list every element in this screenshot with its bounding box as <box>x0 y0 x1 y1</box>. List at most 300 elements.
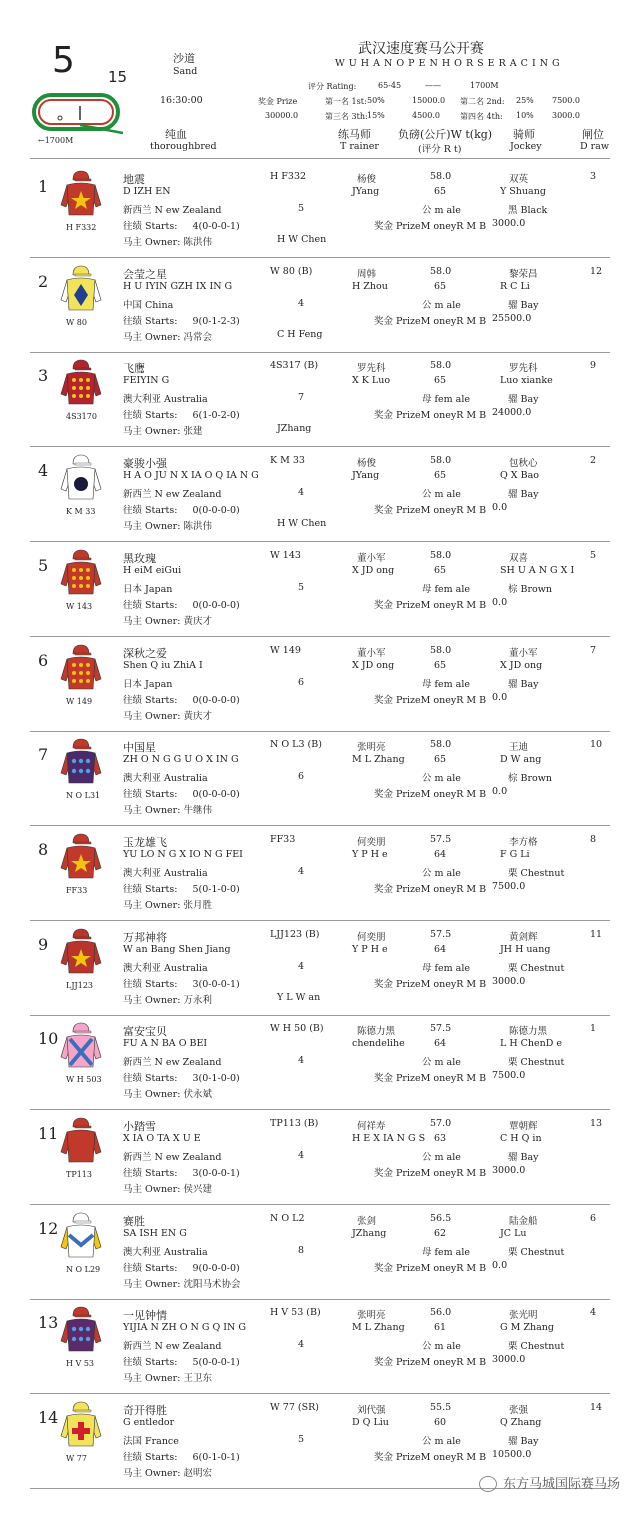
horse-number: 6 <box>38 650 49 670</box>
starts-label: 往绩 Starts: <box>123 1262 178 1274</box>
weight-rating: 65 <box>434 470 447 482</box>
horse-origin: 法国 France <box>123 1436 179 1448</box>
horse-number: 14 <box>38 1408 59 1428</box>
horse-number: 4 <box>38 461 49 481</box>
weight: 58.0 <box>430 644 452 656</box>
jockey-en: JC Lu <box>500 1227 527 1239</box>
horse-sex: 公 m ale <box>422 299 461 311</box>
silk-code: H F332 <box>66 223 97 232</box>
jockey-silk-icon <box>60 737 102 785</box>
starts-record: 0(0-0-0-0) <box>192 789 240 801</box>
runner-row[interactable] <box>0 1015 640 1110</box>
horse-rating: 4 <box>298 1339 305 1351</box>
horse-origin: 日本 Japan <box>123 678 173 690</box>
draw-number: 6 <box>590 1212 597 1224</box>
prize-label: 奖金 PrizeM oneyR M B <box>374 1262 487 1274</box>
horse-sex: 公 m ale <box>422 1436 461 1448</box>
trainer-en: Y P H e <box>352 848 388 860</box>
horse-origin: 日本 Japan <box>123 583 173 595</box>
second-amt: 7500.0 <box>552 96 580 105</box>
prize-label: 奖金 PrizeM oneyR M B <box>374 410 487 422</box>
horse-color: 栗 Chestnut <box>508 1246 565 1258</box>
runner-row[interactable] <box>0 352 640 447</box>
first-label: 第一名 1st: <box>325 97 367 106</box>
jockey-en: L H ChenD e <box>500 1038 563 1050</box>
runner-row[interactable] <box>0 447 640 542</box>
horse-number: 10 <box>38 1029 59 1049</box>
horse-origin: 澳大利亚 Australia <box>123 1246 208 1258</box>
silk-code: W 80 <box>66 317 87 327</box>
wechat-icon <box>479 1476 497 1492</box>
owner-label: 马主 Owner: <box>123 1373 181 1385</box>
rating-dash: —— <box>425 81 441 90</box>
silk-code: H V 53 <box>66 1359 95 1369</box>
header-divider <box>30 158 610 159</box>
weight: 56.5 <box>430 1212 452 1224</box>
jockey-silk-icon <box>60 1400 102 1448</box>
jockey-en: Q X Bao <box>500 470 539 482</box>
jockey-en: R C Li <box>500 280 530 292</box>
trainer-en: chendelihe <box>352 1038 405 1050</box>
horse-origin: 中国 China <box>123 299 174 311</box>
horse-name-en: W an Bang Shen Jiang <box>123 943 231 955</box>
surface-en: Sand <box>173 66 198 77</box>
starts-label: 往绩 Starts: <box>123 1168 178 1179</box>
prize-money: 3000.0 <box>492 1354 526 1366</box>
prize-label: 奖金 PrizeM oneyR M B <box>374 599 487 611</box>
col-weight-en: (评分 R t) <box>418 144 462 155</box>
owner-label: 马主 Owner: <box>123 1184 181 1195</box>
draw-number: 3 <box>590 171 597 182</box>
starts-label: 往绩 Starts: <box>123 1452 178 1464</box>
horse-color: 栗 Chestnut <box>508 962 565 974</box>
silk-code: N O L29 <box>66 1264 101 1274</box>
weight-rating: 64 <box>434 943 447 955</box>
horse-sex: 公 m ale <box>422 1341 461 1353</box>
jockey-cn: 陈德力黑 <box>509 1026 548 1038</box>
jockey-en: D W ang <box>500 754 542 766</box>
trainer-en: H E X IA N G S <box>352 1133 426 1144</box>
starts-record: 5(0-0-0-1) <box>192 1357 240 1369</box>
jockey-silk-icon <box>60 927 102 975</box>
owner-name-en: H W Chen <box>277 518 327 530</box>
race-title-en: W U H A N O P E N H O R S E R A C I N G <box>335 58 561 69</box>
weight: 58.0 <box>430 739 452 751</box>
horse-name-cn: 奇开得胜 <box>123 1404 167 1418</box>
jockey-silk-icon <box>60 453 102 501</box>
draw-number: 12 <box>590 265 603 277</box>
jockey-cn: 陆金船 <box>509 1215 538 1227</box>
horse-rating: 8 <box>298 1244 305 1256</box>
horse-color: 骝 Bay <box>508 394 539 406</box>
fourth-label: 第四名 4th: <box>460 112 503 121</box>
horse-name-cn: 富安宝贝 <box>123 1025 167 1039</box>
starts-record: 5(0-1-0-0) <box>192 883 240 895</box>
prize-label: 奖金 Prize <box>258 97 298 106</box>
prize-label: 奖金 PrizeM oneyR M B <box>374 1357 487 1369</box>
prize-money: 3000.0 <box>492 975 526 987</box>
draw-number: 13 <box>590 1118 603 1129</box>
owner-name-en: C H Feng <box>277 328 323 340</box>
horse-origin: 澳大利亚 Australia <box>123 962 208 974</box>
track-distance-label: ←1700M <box>38 136 74 145</box>
horse-origin: 新西兰 N ew Zealand <box>123 205 222 216</box>
starts-label: 往绩 Starts: <box>123 221 178 232</box>
prize-money: 0.0 <box>492 786 508 798</box>
jockey-en: Luo xiankе <box>500 375 553 387</box>
horse-color: 骝 Bay <box>508 1436 539 1448</box>
starts-label: 往绩 Starts: <box>123 1357 178 1369</box>
weight: 58.0 <box>430 265 452 277</box>
weight: 55.5 <box>430 1402 452 1414</box>
trainer-en: D Q Liu <box>352 1417 389 1429</box>
silk-code: K M 33 <box>66 507 96 517</box>
horse-color: 栗 Chestnut <box>508 1341 565 1353</box>
starts-label: 往绩 Starts: <box>123 599 178 611</box>
jockey-silk-icon <box>60 832 102 880</box>
trainer-cn: 张明亮 <box>357 742 386 754</box>
runner-row[interactable] <box>0 731 640 826</box>
owner-name-en: H W Chen <box>277 234 327 245</box>
col-trainer-cn: 练马师 <box>338 128 371 141</box>
horse-rating: 6 <box>298 676 305 688</box>
distance-code: 15 <box>108 68 128 86</box>
owner-name: 牛继伟 <box>183 805 212 817</box>
trainer-cn: 何祥寿 <box>357 1121 386 1132</box>
horse-number: 8 <box>38 839 49 859</box>
col-draw-en: D raw <box>580 141 609 152</box>
horse-name-en: ZH O N G G U O X IN G <box>123 754 239 766</box>
jockey-cn: 张光明 <box>509 1310 538 1322</box>
owner-name: 陈洪伟 <box>183 237 212 248</box>
horse-number: 12 <box>38 1218 59 1238</box>
runner-row[interactable] <box>0 163 640 258</box>
horse-sex: 公 m ale <box>422 489 461 501</box>
prize-label: 奖金 PrizeM oneyR M B <box>374 505 487 517</box>
horse-code: TP113 (B) <box>270 1118 319 1129</box>
horse-name-en: H A O JU N X IA O Q IA N G <box>123 470 259 482</box>
draw-number: 5 <box>590 549 597 561</box>
trainer-en: X JD ong <box>352 659 395 671</box>
horse-name-en: SA ISH EN G <box>123 1227 187 1239</box>
surface-cn: 沙道 <box>173 52 195 65</box>
horse-code: FF33 <box>270 833 296 845</box>
third-amt: 4500.0 <box>412 111 440 120</box>
trainer-cn: 何奕朋 <box>357 931 386 943</box>
horse-color: 棕 Brown <box>508 773 553 785</box>
horse-code: LJJ123 (B) <box>270 928 320 940</box>
fourth-pct: 10% <box>516 111 534 120</box>
weight-rating: 64 <box>434 1038 447 1050</box>
weight-rating: 63 <box>434 1133 447 1144</box>
draw-number: 1 <box>590 1023 597 1035</box>
starts-label: 往绩 Starts: <box>123 1073 178 1085</box>
horse-code: W 149 <box>270 644 301 656</box>
silk-code: N O L31 <box>66 791 101 801</box>
horse-rating: 4 <box>298 487 305 499</box>
prize-label: 奖金 PrizeM oneyR M B <box>374 694 487 706</box>
prize-label: 奖金 PrizeM oneyR M B <box>374 978 487 990</box>
horse-name-en: YIJIA N ZH O N G Q IN G <box>123 1322 246 1334</box>
starts-label: 往绩 Starts: <box>123 315 178 327</box>
runner-row[interactable] <box>0 1299 640 1394</box>
horse-sex: 公 m ale <box>422 1152 461 1163</box>
silk-code: FF33 <box>66 885 88 895</box>
silk-code: W 77 <box>66 1454 87 1464</box>
horse-rating: 4 <box>298 1150 305 1161</box>
weight-rating: 62 <box>434 1227 447 1239</box>
horse-name-en: YU LO N G X IO N G FEI <box>123 848 243 860</box>
weight-rating: 64 <box>434 848 447 860</box>
trainer-cn: 杨俊 <box>357 174 377 185</box>
prize-money: 25500.0 <box>492 312 532 324</box>
horse-rating: 5 <box>298 581 305 593</box>
jockey-en: X JD ong <box>500 659 543 671</box>
horse-name-en: FU A N BA O BEI <box>123 1038 208 1050</box>
horse-number: 13 <box>38 1313 59 1333</box>
horse-name-cn: 会莹之星 <box>123 267 167 281</box>
owner-name: 沈阳马术协会 <box>183 1278 241 1290</box>
weight: 57.5 <box>430 1023 452 1035</box>
trainer-en: H Zhou <box>352 280 388 292</box>
trainer-cn: 张剑 <box>357 1215 377 1227</box>
horse-name-en: H eiM eiGui <box>123 564 182 576</box>
horse-origin: 澳大利亚 Australia <box>123 867 208 879</box>
trainer-en: M L Zhang <box>352 754 405 766</box>
horse-number: 9 <box>38 934 49 954</box>
starts-record: 6(0-1-0-1) <box>192 1452 240 1464</box>
prize-label: 奖金 PrizeM oneyR M B <box>374 789 487 801</box>
prize-money: 0.0 <box>492 691 508 703</box>
draw-number: 7 <box>590 644 597 656</box>
horse-name-cn: 一见钟情 <box>123 1309 167 1323</box>
owner-label: 马主 Owner: <box>123 331 181 343</box>
horse-origin: 新西兰 N ew Zealand <box>123 1057 222 1069</box>
starts-record: 3(0-0-0-1) <box>192 1168 240 1179</box>
starts-record: 4(0-0-0-1) <box>192 221 240 232</box>
runner-row[interactable] <box>0 1205 640 1300</box>
horse-name-cn: 豪骏小强 <box>123 457 167 471</box>
jockey-silk-icon <box>60 1305 102 1353</box>
horse-color: 骝 Bay <box>508 489 539 501</box>
owner-label: 马主 Owner: <box>123 1468 181 1480</box>
prize-money: 3000.0 <box>492 218 526 229</box>
trainer-cn: 董小军 <box>357 647 386 659</box>
weight-rating: 61 <box>434 1322 447 1334</box>
owner-name: 张月胜 <box>183 899 212 911</box>
runner-row[interactable] <box>0 921 640 1016</box>
jockey-silk-icon <box>60 1211 102 1259</box>
starts-label: 往绩 Starts: <box>123 505 178 517</box>
horse-rating: 6 <box>298 771 305 783</box>
starts-record: 9(0-1-2-3) <box>192 315 240 327</box>
owner-name: 王卫东 <box>183 1373 212 1385</box>
second-pct: 25% <box>516 96 534 105</box>
draw-number: 2 <box>590 455 597 467</box>
col-jockey-cn: 骑师 <box>513 128 535 141</box>
runner-row[interactable] <box>0 542 640 637</box>
horse-code: W H 50 (B) <box>270 1023 324 1035</box>
weight: 57.5 <box>430 833 452 845</box>
weight: 58.0 <box>430 171 452 182</box>
runner-row[interactable] <box>0 637 640 732</box>
draw-number: 8 <box>590 833 597 845</box>
horse-color: 栗 Chestnut <box>508 1057 565 1069</box>
horse-color: 黑 Black <box>508 205 548 216</box>
horse-rating: 4 <box>298 960 305 972</box>
horse-number: 7 <box>38 745 49 765</box>
owner-name: 万永利 <box>183 994 212 1006</box>
horse-name-cn: 中国星 <box>123 741 156 755</box>
owner-label: 马主 Owner: <box>123 994 181 1006</box>
jockey-en: JH H uang <box>500 943 551 955</box>
silk-code: W 149 <box>66 696 93 706</box>
starts-record: 9(0-0-0-0) <box>192 1262 240 1274</box>
jockey-en: C H Q in <box>500 1133 542 1144</box>
prize-money: 7500.0 <box>492 880 526 892</box>
weight-rating: 65 <box>434 659 447 671</box>
jockey-silk-icon <box>60 643 102 691</box>
horse-name-cn: 地震 <box>123 173 145 186</box>
draw-number: 14 <box>590 1402 603 1414</box>
prize-money: 3000.0 <box>492 1165 526 1176</box>
trainer-cn: 张明亮 <box>357 1310 386 1322</box>
horse-origin: 新西兰 N ew Zealand <box>123 1341 222 1353</box>
trainer-en: X K Luo <box>352 375 391 387</box>
trainer-cn: 陈德力黑 <box>357 1026 396 1038</box>
prize-label: 奖金 PrizeM oneyR M B <box>374 315 487 327</box>
horse-name-cn: 深秋之爱 <box>123 646 167 660</box>
weight: 57.0 <box>430 1118 452 1129</box>
prize-total: 30000.0 <box>265 111 299 120</box>
first-amt: 15000.0 <box>412 96 446 105</box>
runner-row[interactable] <box>0 826 640 921</box>
jockey-cn: 罗先科 <box>509 363 538 375</box>
starts-label: 往绩 Starts: <box>123 789 178 801</box>
horse-code: N O L3 (B) <box>270 739 322 751</box>
prize-money: 0.0 <box>492 1259 508 1271</box>
first-pct: 50% <box>367 96 385 105</box>
watermark <box>479 1473 620 1493</box>
owner-name-en: JZhang <box>277 423 312 435</box>
trainer-cn: 董小军 <box>357 552 386 564</box>
third-label: 第三名 3th: <box>325 112 368 121</box>
third-pct: 15% <box>367 111 385 120</box>
starts-label: 往绩 Starts: <box>123 694 178 706</box>
col-draw-cn: 闸位 <box>582 128 604 141</box>
jockey-cn: 黄剑辉 <box>509 931 538 943</box>
horse-name-cn: 玉龙雄飞 <box>123 835 167 849</box>
watermark-text: 东方马城国际赛马场 <box>502 1476 620 1492</box>
weight: 57.5 <box>430 928 452 940</box>
jockey-silk-icon <box>60 548 102 596</box>
horse-code: N O L2 <box>270 1212 305 1224</box>
trainer-cn: 罗先科 <box>357 363 386 375</box>
draw-number: 9 <box>590 360 597 372</box>
horse-number: 11 <box>38 1124 59 1143</box>
trainer-en: JYang <box>352 470 380 482</box>
horse-rating: 4 <box>298 865 305 877</box>
owner-label: 马主 Owner: <box>123 805 181 817</box>
horse-name-en: D IZH EN <box>123 186 171 197</box>
owner-name: 赵明宏 <box>183 1468 212 1480</box>
jockey-cn: 包秋心 <box>509 458 538 470</box>
horse-name-cn: 黑玫瑰 <box>123 551 156 565</box>
owner-name: 黄庆才 <box>183 710 212 722</box>
owner-name: 陈洪伟 <box>183 521 212 533</box>
owner-name: 伏永斌 <box>183 1089 212 1101</box>
starts-record: 3(0-0-0-1) <box>192 978 240 990</box>
jockey-silk-icon <box>60 1021 102 1069</box>
draw-number: 10 <box>590 739 603 751</box>
col-jockey-en: Jockey <box>510 141 542 152</box>
horse-name-en: X IA O TA X U E <box>123 1133 201 1144</box>
horse-name-en: G entledor <box>123 1417 175 1429</box>
draw-number: 4 <box>590 1307 597 1319</box>
horse-name-en: H U IYIN GZH IX IN G <box>123 280 233 292</box>
starts-label: 往绩 Starts: <box>123 410 178 422</box>
horse-sex: 母 fem ale <box>422 962 471 974</box>
second-label: 第二名 2nd: <box>460 97 505 106</box>
jockey-cn: 李方格 <box>509 836 538 848</box>
jockey-silk-icon <box>60 1116 102 1164</box>
runner-row[interactable] <box>0 1110 640 1205</box>
horse-sex: 母 fem ale <box>422 678 471 690</box>
horse-rating: 4 <box>298 297 305 309</box>
owner-name: 冯常会 <box>183 331 212 343</box>
prize-money: 0.0 <box>492 502 508 514</box>
horse-number: 5 <box>38 555 49 575</box>
owner-label: 马主 Owner: <box>123 615 181 627</box>
horse-sex: 公 m ale <box>422 205 461 216</box>
horse-name-en: Shen Q iu ZhiA I <box>123 659 203 671</box>
horse-number: 2 <box>38 271 49 291</box>
weight: 58.0 <box>430 455 452 467</box>
race-number: 5 <box>52 40 75 81</box>
owner-name-en: Y L W an <box>277 991 321 1003</box>
horse-rating: 4 <box>298 1055 305 1067</box>
trainer-en: Y P H e <box>352 943 388 955</box>
jockey-en: G M Zhang <box>500 1322 554 1334</box>
horse-color: 栗 Chestnut <box>508 867 565 879</box>
horse-origin: 新西兰 N ew Zealand <box>123 1152 222 1163</box>
horse-code: K M 33 <box>270 455 305 467</box>
weight-rating: 65 <box>434 280 447 292</box>
jockey-en: Q Zhang <box>500 1417 542 1429</box>
trainer-en: M L Zhang <box>352 1322 405 1334</box>
race-distance: 1700M <box>470 81 499 90</box>
prize-money: 10500.0 <box>492 1449 532 1461</box>
jockey-cn: 双喜 <box>509 552 529 564</box>
horse-color: 骝 Bay <box>508 299 539 311</box>
owner-name: 侯兴建 <box>183 1184 212 1195</box>
rating-label: 评分 Rating: <box>308 82 357 91</box>
starts-label: 往绩 Starts: <box>123 978 178 990</box>
jockey-cn: 王迪 <box>509 742 529 754</box>
horse-code: W 143 <box>270 549 301 561</box>
trainer-en: JYang <box>352 186 380 197</box>
horse-name-en: FEIYIN G <box>123 375 170 387</box>
trainer-cn: 杨俊 <box>357 458 377 470</box>
trainer-cn: 周韩 <box>357 268 377 280</box>
horse-color: 骝 Bay <box>508 1152 539 1163</box>
starts-record: 3(0-1-0-0) <box>192 1073 240 1085</box>
horse-name-cn: 万邦神将 <box>123 930 167 944</box>
weight: 58.0 <box>430 360 452 372</box>
runner-row[interactable] <box>0 258 640 353</box>
silk-code: W 143 <box>66 601 93 611</box>
horse-name-cn: 小踏雪 <box>123 1120 156 1133</box>
